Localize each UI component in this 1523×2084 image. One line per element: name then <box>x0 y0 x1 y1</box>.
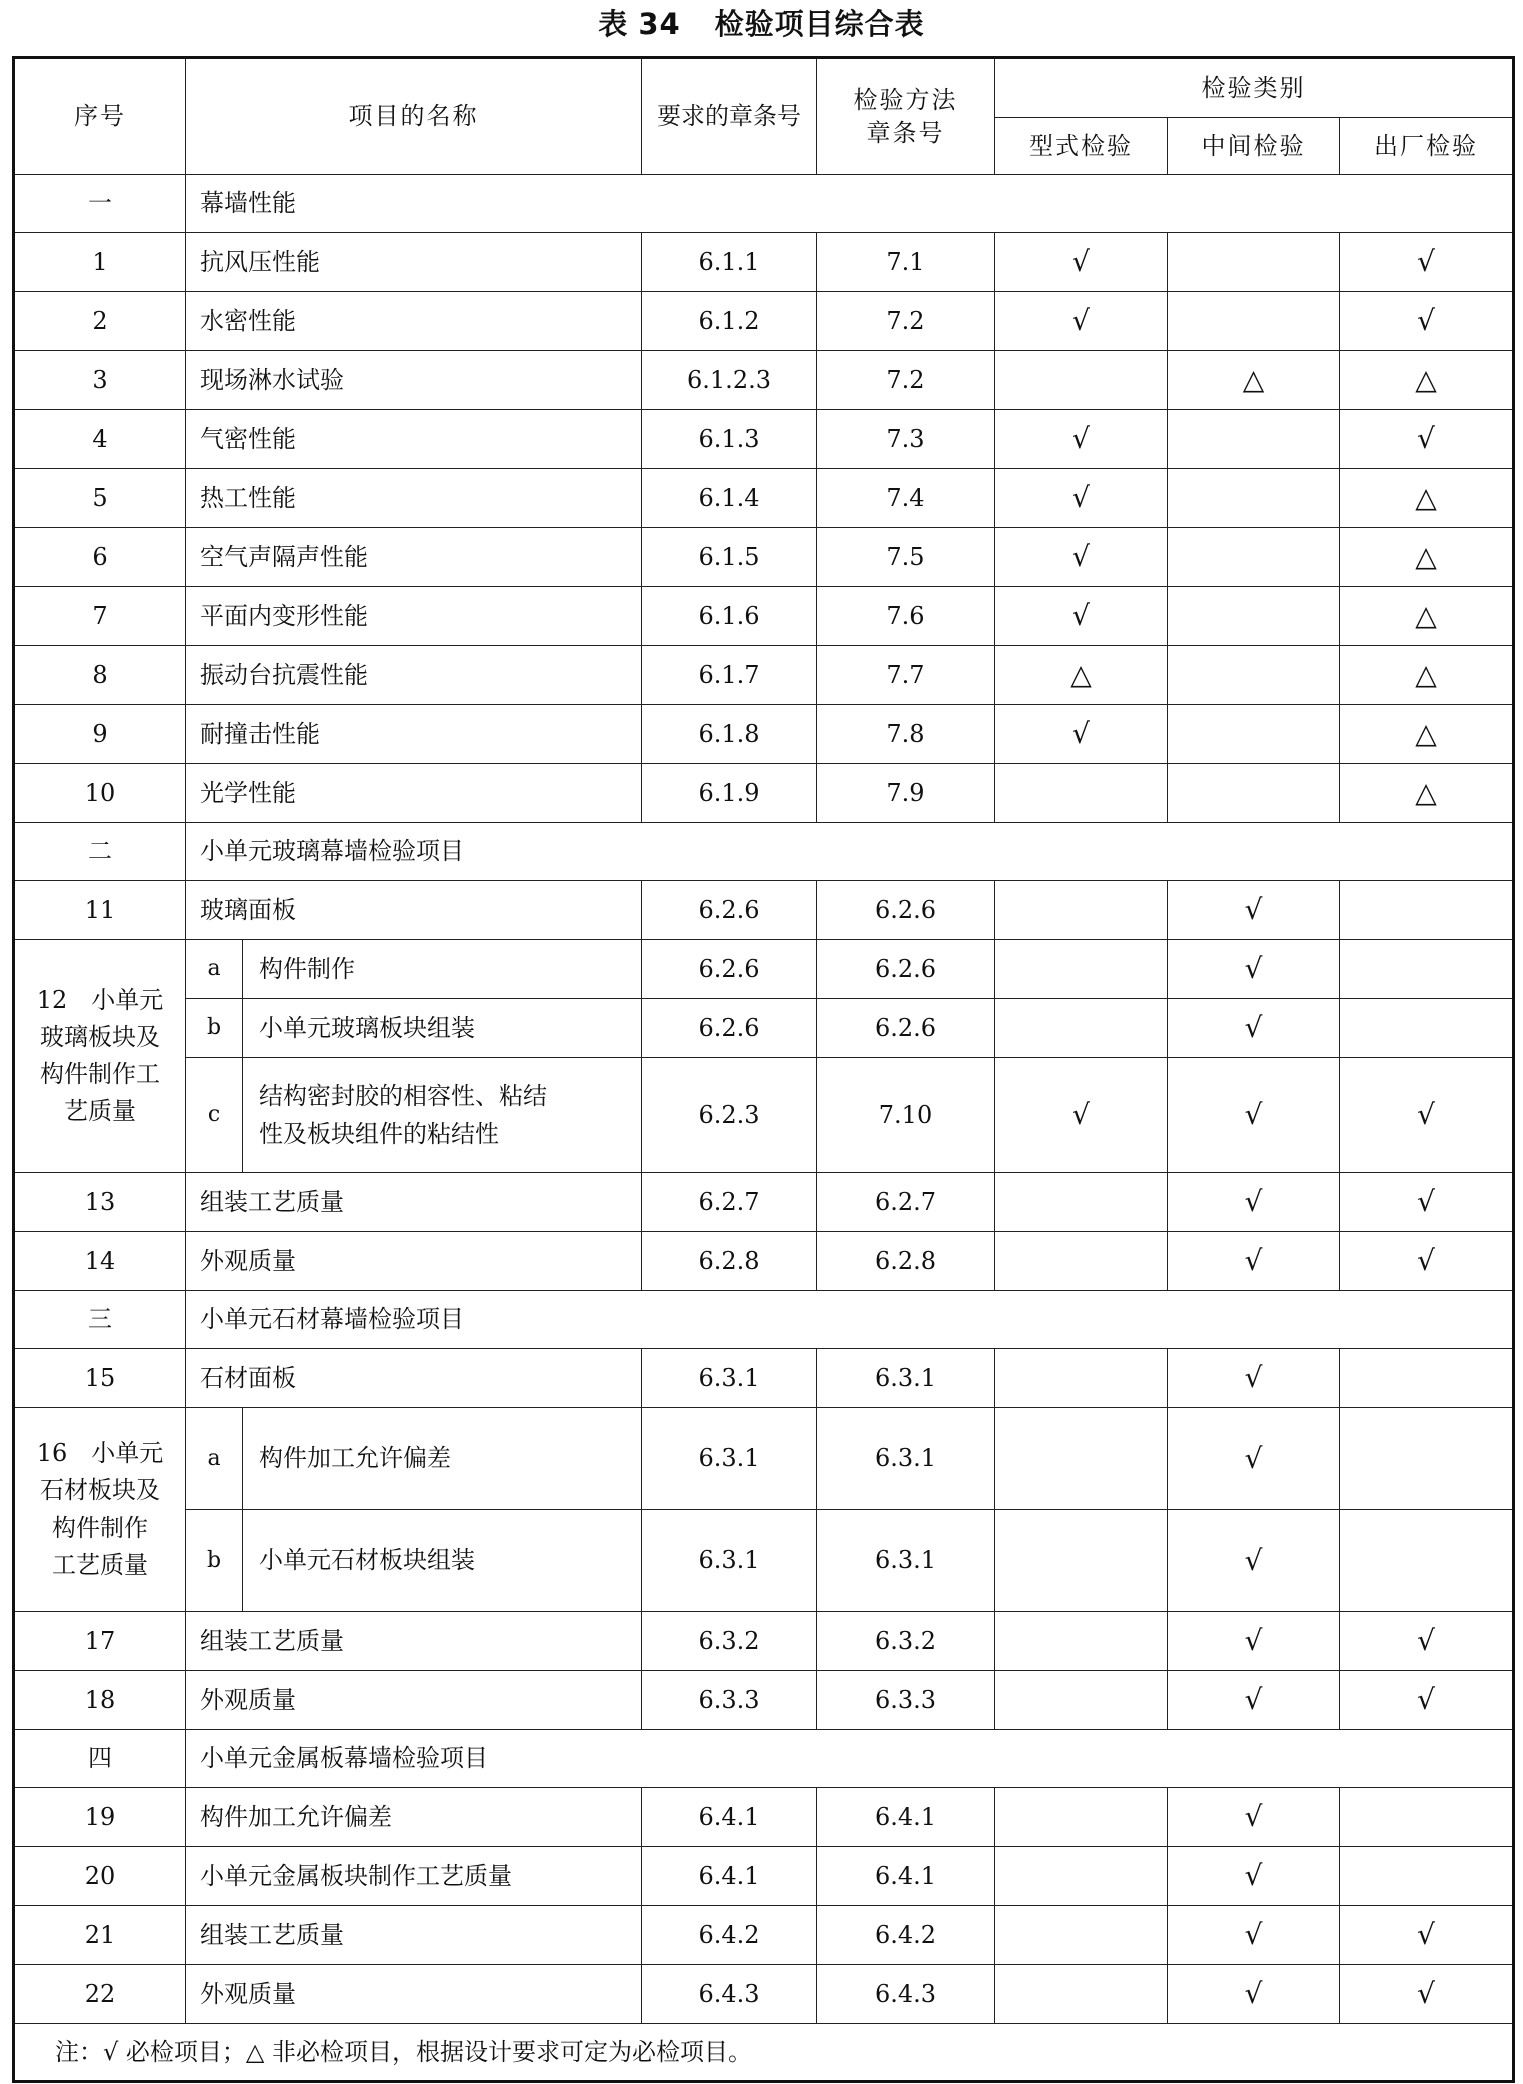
row-req: 6.1.2 <box>642 292 817 351</box>
row-seq: 11 <box>14 881 186 940</box>
table-row <box>14 1847 1514 1906</box>
header-seq: 序号 <box>14 58 186 175</box>
row-mid <box>1168 705 1340 764</box>
row-method: 6.4.1 <box>817 1788 995 1847</box>
group-seq-16: 16 小单元 石材板块及 构件制作 工艺质量 <box>14 1408 186 1612</box>
table-row <box>14 1671 1514 1730</box>
row-method: 7.2 <box>817 292 995 351</box>
row-name: 外观质量 <box>186 1671 642 1730</box>
row-type: √ <box>995 587 1168 646</box>
row-req: 6.2.6 <box>642 999 817 1058</box>
row-name: 小单元石材板块组装 <box>243 1510 642 1612</box>
row-req: 6.1.8 <box>642 705 817 764</box>
row-type <box>995 1612 1168 1671</box>
row-type: √ <box>995 1058 1168 1173</box>
row-method: 7.6 <box>817 587 995 646</box>
row-mid: √ <box>1168 1510 1340 1612</box>
row-out: √ <box>1340 410 1514 469</box>
row-out <box>1340 940 1514 999</box>
section-row <box>14 175 1514 233</box>
table-row <box>14 881 1514 940</box>
row-seq: 3 <box>14 351 186 410</box>
row-out: △ <box>1340 528 1514 587</box>
table-row <box>14 410 1514 469</box>
header-out-test: 出厂检验 <box>1340 118 1514 175</box>
row-method: 7.5 <box>817 528 995 587</box>
table-row <box>14 646 1514 705</box>
row-name: 空气声隔声性能 <box>186 528 642 587</box>
row-type <box>995 1965 1168 2024</box>
row-name: 玻璃面板 <box>186 881 642 940</box>
table-row <box>14 999 1514 1058</box>
table-row <box>14 705 1514 764</box>
row-type <box>995 1788 1168 1847</box>
row-type <box>995 999 1168 1058</box>
table-row <box>14 1965 1514 2024</box>
row-mid: √ <box>1168 1671 1340 1730</box>
row-type <box>995 1847 1168 1906</box>
table-row <box>14 292 1514 351</box>
row-out: △ <box>1340 646 1514 705</box>
row-req: 6.2.8 <box>642 1232 817 1291</box>
row-seq: 13 <box>14 1173 186 1232</box>
table-row <box>14 1173 1514 1232</box>
row-req: 6.1.5 <box>642 528 817 587</box>
row-name: 外观质量 <box>186 1965 642 2024</box>
header-mid-test: 中间检验 <box>1168 118 1340 175</box>
section-seq: 二 <box>14 823 186 881</box>
row-name: 现场淋水试验 <box>186 351 642 410</box>
row-method: 6.3.1 <box>817 1510 995 1612</box>
row-req: 6.2.6 <box>642 881 817 940</box>
row-mid: √ <box>1168 1232 1340 1291</box>
row-mid: √ <box>1168 1408 1340 1510</box>
row-out: √ <box>1340 233 1514 292</box>
row-out: △ <box>1340 764 1514 823</box>
row-mid <box>1168 646 1340 705</box>
row-method: 7.8 <box>817 705 995 764</box>
table-row <box>14 1510 1514 1612</box>
section-seq: 四 <box>14 1730 186 1788</box>
row-req: 6.3.2 <box>642 1612 817 1671</box>
row-req: 6.2.6 <box>642 940 817 999</box>
row-method: 6.2.6 <box>817 999 995 1058</box>
row-name: 组装工艺质量 <box>186 1906 642 1965</box>
row-out: √ <box>1340 1671 1514 1730</box>
section-row <box>14 1291 1514 1349</box>
row-out: △ <box>1340 351 1514 410</box>
table-title: 表 34 检验项目综合表 <box>598 7 925 41</box>
row-method: 6.3.2 <box>817 1612 995 1671</box>
row-seq: 7 <box>14 587 186 646</box>
row-mid: √ <box>1168 999 1340 1058</box>
row-req: 6.4.1 <box>642 1788 817 1847</box>
header-row <box>14 58 1514 118</box>
row-out <box>1340 881 1514 940</box>
inspection-table <box>12 56 1515 2083</box>
row-seq: 2 <box>14 292 186 351</box>
group-seq-12: 12 小单元 玻璃板块及 构件制作工 艺质量 <box>14 940 186 1173</box>
row-seq: 21 <box>14 1906 186 1965</box>
row-type <box>995 1510 1168 1612</box>
row-out: √ <box>1340 1173 1514 1232</box>
row-method: 7.9 <box>817 764 995 823</box>
row-name: 光学性能 <box>186 764 642 823</box>
table-row <box>14 1232 1514 1291</box>
row-sub-label: c <box>186 1058 243 1173</box>
row-req: 6.1.6 <box>642 587 817 646</box>
row-method: 7.7 <box>817 646 995 705</box>
row-type <box>995 764 1168 823</box>
table-row <box>14 587 1514 646</box>
row-mid <box>1168 410 1340 469</box>
section-name: 小单元玻璃幕墙检验项目 <box>186 823 1514 881</box>
row-type <box>995 1408 1168 1510</box>
row-sub-label: b <box>186 999 243 1058</box>
header-type-test: 型式检验 <box>995 118 1168 175</box>
row-mid: √ <box>1168 1906 1340 1965</box>
table-row <box>14 1906 1514 1965</box>
row-name: 构件制作 <box>243 940 642 999</box>
section-name: 幕墙性能 <box>186 175 1514 233</box>
row-seq: 6 <box>14 528 186 587</box>
row-name: 小单元金属板块制作工艺质量 <box>186 1847 642 1906</box>
row-name: 水密性能 <box>186 292 642 351</box>
row-type <box>995 351 1168 410</box>
row-sub-label: a <box>186 940 243 999</box>
row-req: 6.3.1 <box>642 1510 817 1612</box>
row-seq: 14 <box>14 1232 186 1291</box>
row-seq: 20 <box>14 1847 186 1906</box>
row-out <box>1340 1788 1514 1847</box>
table-row <box>14 1788 1514 1847</box>
row-type: √ <box>995 469 1168 528</box>
header-name: 项目的名称 <box>186 58 642 175</box>
row-type: √ <box>995 292 1168 351</box>
header-method: 检验方法 章条号 <box>817 58 995 175</box>
row-seq: 19 <box>14 1788 186 1847</box>
row-name: 结构密封胶的相容性、粘结 性及板块组件的粘结性 <box>243 1058 642 1173</box>
row-method: 6.2.6 <box>817 881 995 940</box>
row-name: 气密性能 <box>186 410 642 469</box>
section-name: 小单元金属板幕墙检验项目 <box>186 1730 1514 1788</box>
row-type <box>995 1232 1168 1291</box>
row-type <box>995 1173 1168 1232</box>
table-row <box>14 1612 1514 1671</box>
row-mid: √ <box>1168 1965 1340 2024</box>
row-mid <box>1168 233 1340 292</box>
row-req: 6.3.1 <box>642 1408 817 1510</box>
row-name: 石材面板 <box>186 1349 642 1408</box>
row-seq: 5 <box>14 469 186 528</box>
row-name: 耐撞击性能 <box>186 705 642 764</box>
row-req: 6.3.3 <box>642 1671 817 1730</box>
row-out: √ <box>1340 1232 1514 1291</box>
row-mid: √ <box>1168 1847 1340 1906</box>
row-method: 6.4.3 <box>817 1965 995 2024</box>
row-type: √ <box>995 410 1168 469</box>
row-req: 6.1.9 <box>642 764 817 823</box>
row-type: △ <box>995 646 1168 705</box>
table-row <box>14 764 1514 823</box>
row-req: 6.4.3 <box>642 1965 817 2024</box>
table-note: 注：√ 必检项目；△ 非必检项目，根据设计要求可定为必检项目。 <box>14 2024 1514 2082</box>
table-row <box>14 1058 1514 1173</box>
row-method: 7.2 <box>817 351 995 410</box>
row-req: 6.4.2 <box>642 1906 817 1965</box>
row-method: 7.10 <box>817 1058 995 1173</box>
row-name: 振动台抗震性能 <box>186 646 642 705</box>
table-row <box>14 469 1514 528</box>
row-out: √ <box>1340 1612 1514 1671</box>
row-mid: √ <box>1168 1788 1340 1847</box>
row-seq: 10 <box>14 764 186 823</box>
row-method: 6.4.2 <box>817 1906 995 1965</box>
row-out: △ <box>1340 587 1514 646</box>
row-type <box>995 1906 1168 1965</box>
row-method: 6.2.6 <box>817 940 995 999</box>
section-seq: 一 <box>14 175 186 233</box>
row-mid: √ <box>1168 1173 1340 1232</box>
row-req: 6.3.1 <box>642 1349 817 1408</box>
row-name: 热工性能 <box>186 469 642 528</box>
row-out <box>1340 999 1514 1058</box>
header-category: 检验类别 <box>995 58 1514 118</box>
table-row <box>14 1349 1514 1408</box>
row-mid: △ <box>1168 351 1340 410</box>
row-req: 6.1.4 <box>642 469 817 528</box>
row-mid: √ <box>1168 1612 1340 1671</box>
row-out: √ <box>1340 1906 1514 1965</box>
row-seq: 4 <box>14 410 186 469</box>
row-out: √ <box>1340 1058 1514 1173</box>
row-method: 7.1 <box>817 233 995 292</box>
row-out <box>1340 1349 1514 1408</box>
row-req: 6.2.7 <box>642 1173 817 1232</box>
row-mid <box>1168 587 1340 646</box>
row-req: 6.4.1 <box>642 1847 817 1906</box>
row-mid <box>1168 528 1340 587</box>
header-req: 要求的章条号 <box>642 58 817 175</box>
row-out <box>1340 1510 1514 1612</box>
row-mid: √ <box>1168 1058 1340 1173</box>
row-seq: 17 <box>14 1612 186 1671</box>
row-type <box>995 881 1168 940</box>
row-req: 6.1.3 <box>642 410 817 469</box>
table-row <box>14 233 1514 292</box>
row-out: △ <box>1340 469 1514 528</box>
row-out <box>1340 1847 1514 1906</box>
row-type: √ <box>995 233 1168 292</box>
row-name: 组装工艺质量 <box>186 1612 642 1671</box>
table-row <box>14 1408 1514 1510</box>
section-name: 小单元石材幕墙检验项目 <box>186 1291 1514 1349</box>
row-type <box>995 1349 1168 1408</box>
row-method: 6.3.1 <box>817 1408 995 1510</box>
row-method: 6.3.1 <box>817 1349 995 1408</box>
row-method: 6.3.3 <box>817 1671 995 1730</box>
row-name: 外观质量 <box>186 1232 642 1291</box>
row-req: 6.1.1 <box>642 233 817 292</box>
row-name: 组装工艺质量 <box>186 1173 642 1232</box>
row-seq: 22 <box>14 1965 186 2024</box>
row-method: 6.4.1 <box>817 1847 995 1906</box>
row-out: △ <box>1340 705 1514 764</box>
row-name: 小单元玻璃板块组装 <box>243 999 642 1058</box>
row-method: 7.3 <box>817 410 995 469</box>
row-req: 6.1.2.3 <box>642 351 817 410</box>
row-seq: 1 <box>14 233 186 292</box>
row-method: 7.4 <box>817 469 995 528</box>
row-sub-label: a <box>186 1408 243 1510</box>
row-type: √ <box>995 528 1168 587</box>
row-name: 抗风压性能 <box>186 233 642 292</box>
section-row <box>14 1730 1514 1788</box>
row-type: √ <box>995 705 1168 764</box>
row-seq: 9 <box>14 705 186 764</box>
row-name: 构件加工允许偏差 <box>186 1788 642 1847</box>
table-row <box>14 351 1514 410</box>
row-type <box>995 1671 1168 1730</box>
row-mid <box>1168 764 1340 823</box>
row-mid <box>1168 292 1340 351</box>
row-req: 6.1.7 <box>642 646 817 705</box>
row-out: √ <box>1340 1965 1514 2024</box>
section-row <box>14 823 1514 881</box>
row-req: 6.2.3 <box>642 1058 817 1173</box>
row-sub-label: b <box>186 1510 243 1612</box>
row-mid: √ <box>1168 940 1340 999</box>
note-row <box>14 2024 1514 2082</box>
row-seq: 18 <box>14 1671 186 1730</box>
row-mid: √ <box>1168 881 1340 940</box>
row-mid <box>1168 469 1340 528</box>
row-seq: 8 <box>14 646 186 705</box>
table-row <box>14 940 1514 999</box>
row-out: √ <box>1340 292 1514 351</box>
row-seq: 15 <box>14 1349 186 1408</box>
row-name: 平面内变形性能 <box>186 587 642 646</box>
row-type <box>995 940 1168 999</box>
table-row <box>14 528 1514 587</box>
row-method: 6.2.8 <box>817 1232 995 1291</box>
row-out <box>1340 1408 1514 1510</box>
row-mid: √ <box>1168 1349 1340 1408</box>
row-method: 6.2.7 <box>817 1173 995 1232</box>
section-seq: 三 <box>14 1291 186 1349</box>
row-name: 构件加工允许偏差 <box>243 1408 642 1510</box>
